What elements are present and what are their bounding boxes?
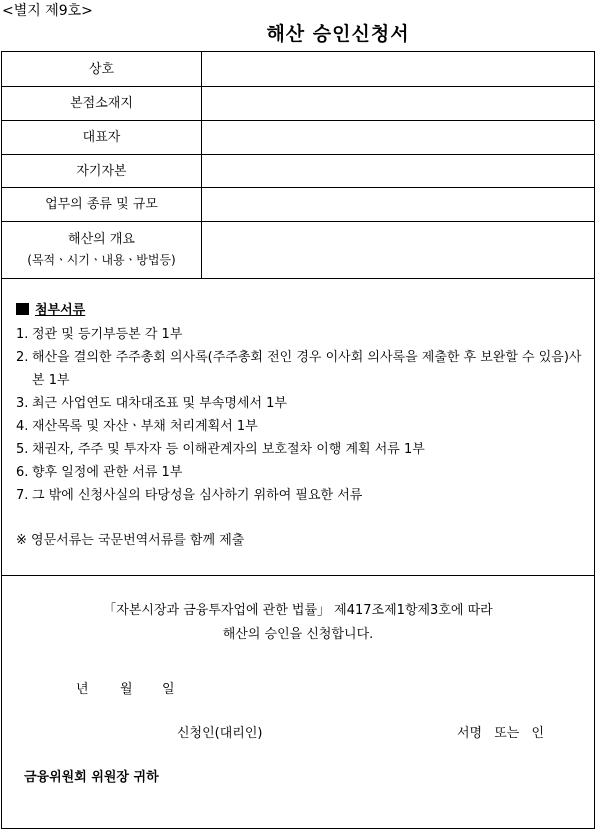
field-label-dissolution-overview [2,222,202,278]
attachment-item-text: 재산목록 및 자산ㆍ부채 처리계획서 1부 [32,419,258,434]
attachment-item-number: 3. [16,396,29,411]
declaration-section [2,576,594,828]
attachment-item [16,323,586,346]
attachment-item-text: 해산을 결의한 주주총회 의사록(주주총회 전인 경우 이사회 의사록을 제출한 후 보완할 수 있음)사본 1부 [32,350,582,388]
attachment-item-number: 5. [16,442,29,457]
attachment-item [16,461,586,484]
attachment-item-number: 2. [16,350,29,365]
field-row-dissolution-overview [2,222,594,279]
signature-label: 서명 또는 인 [457,726,545,741]
declaration-line-2: 해산의 승인을 신청합니다. [222,627,374,642]
black-square-icon [16,303,29,315]
translation-note: ※ 영문서류는 국문번역서류를 함께 제출 [16,533,245,548]
field-value-head-office[interactable] [202,87,594,120]
field-label-representative: 대표자 [2,121,202,154]
addressee: 금융위원회 위원장 귀하 [24,770,159,785]
date-day-label: 일 [162,682,175,697]
attachment-item-number: 7. [16,488,29,503]
attachment-item [16,438,586,461]
attachments-list [16,323,586,507]
attachment-item-text: 최근 사업연도 대차대조표 및 부속명세서 1부 [32,396,287,411]
attachments-heading-text: 첨부서류 [35,303,86,318]
field-row-head-office [2,87,594,121]
attachment-item-number: 6. [16,465,29,480]
field-value-dissolution-overview[interactable] [202,222,594,278]
field-label-dissolution-overview-sub: (목적ㆍ시기ㆍ내용ㆍ방법등) [27,253,176,267]
field-label-head-office: 본점소재지 [2,87,202,120]
field-label-equity-capital: 자기자본 [2,155,202,187]
date-month-label: 월 [120,682,133,697]
attachment-item-text: 정관 및 등기부등본 각 1부 [32,327,183,342]
attachment-item-text: 채권자, 주주 및 투자자 등 이해관계자의 보호절차 이행 계획 서류 1부 [32,442,425,457]
field-value-company-name[interactable] [202,52,594,86]
field-row-representative [2,121,594,155]
field-value-representative[interactable] [202,121,594,154]
form-number: <별지 제9호> [2,3,93,19]
attachment-item-number: 4. [16,419,29,434]
attachment-item-number: 1. [16,327,29,342]
field-row-equity-capital [2,155,594,188]
field-label-dissolution-overview-main: 해산의 개요 [68,232,135,247]
field-row-business-scope [2,188,594,222]
attachment-item [16,484,586,507]
attachment-item-text: 그 밖에 신청사실의 타당성을 심사하기 위하여 필요한 서류 [32,488,363,503]
field-label-company-name: 상호 [2,52,202,86]
form-title: 해산 승인신청서 [266,23,410,45]
field-value-equity-capital[interactable] [202,155,594,187]
attachments-section [2,279,594,576]
applicant-label: 신청인(대리인) [177,726,263,741]
field-value-business-scope[interactable] [202,188,594,221]
field-row-company-name [2,52,594,87]
declaration-line-1: 「자본시장과 금융투자업에 관한 법률」 제417조제1항제3호에 따라 [103,603,493,618]
attachment-item-text: 향후 일정에 관한 서류 1부 [32,465,183,480]
field-label-business-scope: 업무의 종류 및 규모 [2,188,202,221]
attachments-heading [16,299,85,318]
attachment-item [16,346,586,392]
application-form [1,51,595,829]
attachment-item [16,415,586,438]
date-year-label: 년 [76,682,89,697]
attachment-item [16,392,586,415]
